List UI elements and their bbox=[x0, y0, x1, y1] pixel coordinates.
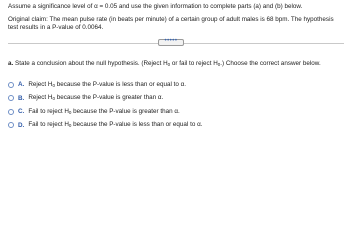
answer-options bbox=[8, 78, 344, 132]
radio-button[interactable] bbox=[8, 109, 14, 115]
radio-button[interactable] bbox=[8, 82, 14, 88]
section-divider bbox=[8, 39, 344, 47]
subscript-zero: 0 bbox=[167, 62, 171, 67]
option-text-post: because the P-value is less than or equal to α. bbox=[71, 121, 203, 129]
option-text-pre: Fail to reject H bbox=[28, 107, 69, 115]
radio-button[interactable] bbox=[8, 122, 14, 128]
subscript-zero: 0 bbox=[68, 123, 72, 129]
option-text-pre: Fail to reject H bbox=[28, 121, 69, 129]
option-text-post: because the P-value is greater than α. bbox=[54, 94, 164, 102]
option-text-post: because the P-value is less than or equal to α. bbox=[54, 80, 187, 88]
radio-button[interactable] bbox=[8, 95, 14, 101]
claim-text-line-2: test results in a P-value of 0.0064. bbox=[8, 24, 104, 31]
claim-text-line-1: Original claim: The mean pulse rate (in beats per minute) of a certain group of adult males is 68 bpm. The hypothesis bbox=[8, 16, 334, 23]
option-letter: B. bbox=[18, 94, 25, 102]
question-text-pre: State a conclusion about the null hypothesis. (Reject H bbox=[13, 60, 168, 67]
instructions-text: Assume a significance level of α = 0.05 and use the given information to complete parts (a) and (b) below. bbox=[8, 3, 303, 10]
option-letter: A. bbox=[18, 81, 25, 89]
part-label: a. bbox=[8, 60, 14, 67]
question-prompt bbox=[8, 60, 344, 68]
answer-option-a[interactable] bbox=[8, 78, 344, 92]
subscript-zero: 0 bbox=[52, 82, 55, 88]
option-text bbox=[28, 94, 163, 102]
option-text-pre: Reject H bbox=[28, 94, 53, 102]
option-text bbox=[28, 81, 186, 89]
option-letter: D. bbox=[18, 121, 25, 129]
answer-option-b[interactable] bbox=[8, 92, 344, 106]
option-text-post: because the P-value is greater than α. bbox=[71, 107, 180, 115]
answer-option-d[interactable] bbox=[8, 119, 344, 133]
subscript-zero: 0 bbox=[52, 96, 55, 102]
show-more-button[interactable] bbox=[158, 39, 184, 46]
subscript-zero: 0 bbox=[68, 109, 72, 115]
option-text bbox=[28, 108, 179, 116]
question-text-mid: or fail to reject H bbox=[170, 60, 218, 67]
question-text-post: .) Choose the correct answer below. bbox=[220, 60, 321, 67]
answer-option-c[interactable] bbox=[8, 105, 344, 119]
option-text bbox=[28, 121, 202, 129]
subscript-zero: 0 bbox=[217, 62, 221, 67]
option-letter: C. bbox=[18, 108, 25, 116]
ellipsis-icon: ••••• bbox=[164, 38, 178, 44]
option-text-pre: Reject H bbox=[28, 80, 53, 88]
